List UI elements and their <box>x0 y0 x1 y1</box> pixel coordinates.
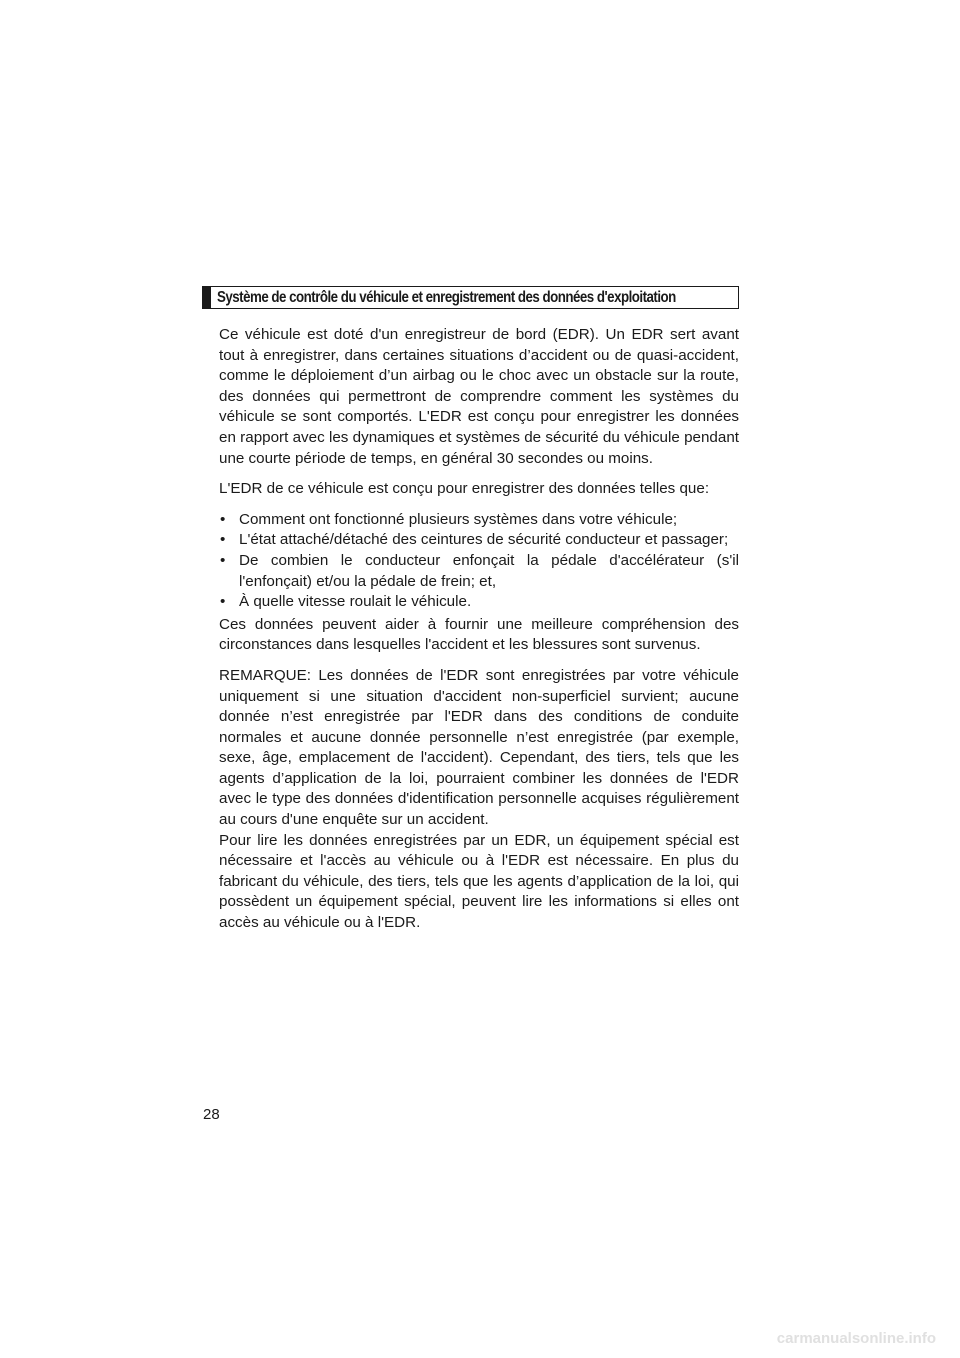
list-intro-paragraph: L'EDR de ce véhicule est conçu pour enregistrer des données telles que: <box>219 480 710 498</box>
section-title: Système de contrôle du véhicule et enregistrement des données d'exploitation <box>217 289 676 306</box>
page-body <box>219 325 739 944</box>
data-recorded-list <box>219 510 739 613</box>
intro-paragraph: Ce véhicule est doté d'un enregistreur de bord (EDR). Un EDR sert avant tout à enregistrer, dans certaines situations d’accident ou de quasi-accident, comme le déploiement d’un airbag ou le choc avec un obstacle sur la route, des données qui permettront de comprendre comment les systèmes du véhicule se sont comportés. L'EDR est conçu pour enregistrer les données en rapport avec les dynamiques et systèmes de sécurité du véhicule pendant une courte période de temps, en général 30 secondes ou moins. <box>219 326 739 467</box>
watermark: carmanualsonline.info <box>776 1330 936 1347</box>
list-item: • L'état attaché/détaché des ceintures de sécurité conducteur et passager; <box>219 530 739 551</box>
after-list-paragraph: Ces données peuvent aider à fournir une meilleure compréhension des circonstances dans lesquelles l'accident et les blessures sont survenus. <box>219 615 739 654</box>
reading-paragraph: Pour lire les données enregistrées par un EDR, un équipement spécial est nécessaire et l'accès au véhicule ou à l'EDR est nécessaire. En plus du fabricant du véhicule, des tiers, tels que les agents d’application de la loi, qui possèdent un équipement spécial, peuvent lire les informations si elles ont accès au véhicule ou à l'EDR. <box>219 831 739 932</box>
list-item: • À quelle vitesse roulait le véhicule. <box>219 592 739 613</box>
section-header <box>202 286 739 309</box>
remarque-paragraph: REMARQUE: Les données de l'EDR sont enregistrées par votre véhicule uniquement si une situation d'accident non-superficiel survient; aucune donnée n’est enregistrée par l'EDR dans des conditions de conduite normales et aucune donnée personnelle n’est enregistrée (par exemple, sexe, âge, emplacement de l'accident). Cependant, des tiers, tels que les agents d’application de la loi, pourraient combiner les données de l'EDR avec le type des données d'identification personnelle acquises régulièrement au cours d'une enquête sur un accident. <box>219 666 739 829</box>
page-number: 28 <box>203 1106 220 1123</box>
list-item: • De combien le conducteur enfonçait la pédale d'accélérateur (s'il l'enfonçait) et/ou la pédale de frein; et, <box>219 551 739 592</box>
list-item: • Comment ont fonctionné plusieurs systèmes dans votre véhicule; <box>219 510 739 531</box>
